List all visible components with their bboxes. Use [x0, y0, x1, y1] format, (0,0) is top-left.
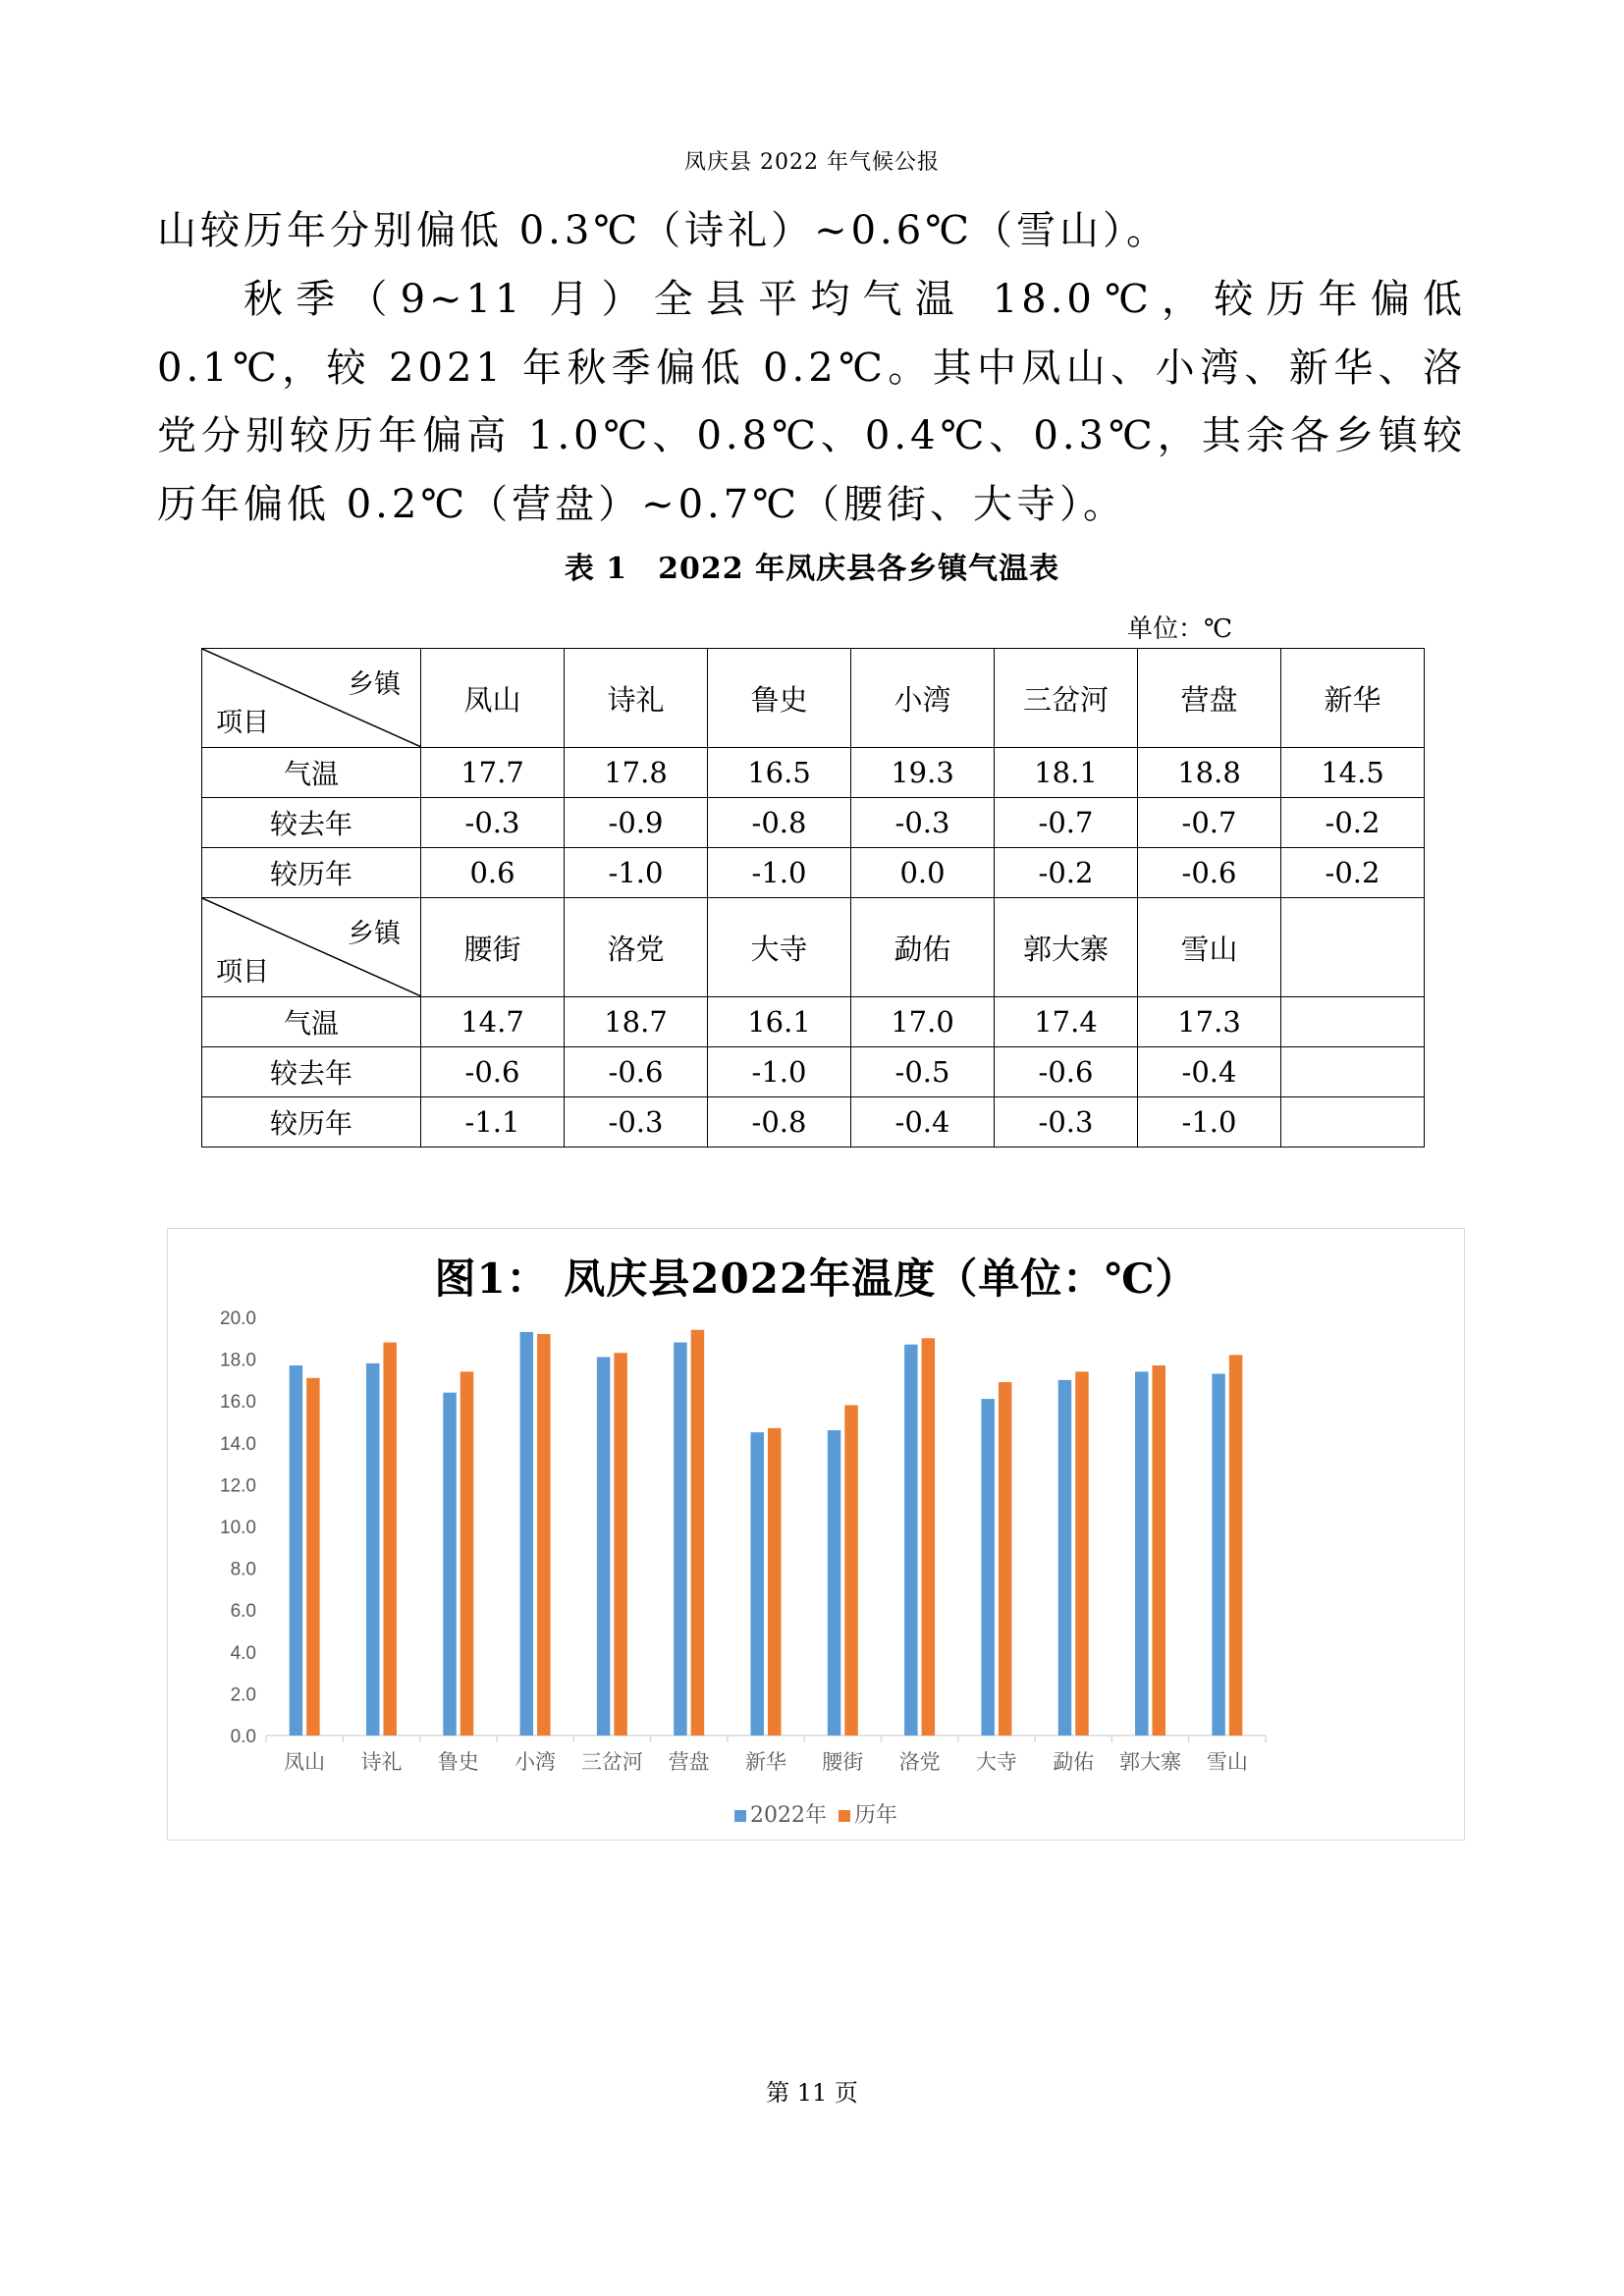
legend-item — [839, 1803, 897, 1828]
x-tick-label: 凤山 — [284, 1750, 326, 1774]
bar-2022 — [981, 1399, 995, 1735]
value-cell: 17.0 — [851, 997, 995, 1047]
town-header-cell: 雪山 — [1138, 898, 1281, 997]
page-footer: 第 11 页 — [766, 2079, 858, 2107]
legend-item — [734, 1803, 827, 1828]
value-cell: -0.4 — [851, 1097, 995, 1148]
table-header-row — [202, 898, 1425, 997]
value-cell: -0.2 — [995, 848, 1138, 898]
bar-historical — [922, 1338, 936, 1735]
value-cell: -0.3 — [851, 798, 995, 848]
bar-historical — [614, 1353, 627, 1735]
corner-label-item: 项目 — [216, 708, 269, 738]
value-cell: -0.9 — [565, 798, 708, 848]
table-unit: 单位：℃ — [1127, 614, 1233, 644]
table-title: 表 1 2022 年凤庆县各乡镇气温表 — [564, 552, 1060, 586]
value-cell: 16.5 — [708, 748, 851, 798]
x-tick-label: 勐佑 — [1053, 1750, 1095, 1774]
value-cell — [1281, 1047, 1425, 1097]
value-cell: -0.3 — [565, 1097, 708, 1148]
value-cell: 18.8 — [1138, 748, 1281, 798]
value-cell: 0.0 — [851, 848, 995, 898]
town-header-cell: 鲁史 — [708, 649, 851, 748]
value-cell: -1.0 — [565, 848, 708, 898]
row-label-cell: 气温 — [202, 997, 421, 1047]
bar-2022 — [520, 1332, 534, 1735]
legend-label: 历年 — [853, 1803, 897, 1828]
table-row — [202, 848, 1425, 898]
table-row — [202, 997, 1425, 1047]
town-header-cell: 新华 — [1281, 649, 1425, 748]
table-corner-cell — [202, 649, 421, 748]
x-tick-label: 大寺 — [975, 1750, 1017, 1774]
table-row — [202, 1097, 1425, 1148]
paragraph-summer-tail: 山较历年分别偏低 0.3℃（诗礼）~0.6℃（雪山）。 — [157, 208, 1169, 253]
value-cell: -0.2 — [1281, 848, 1425, 898]
town-header-cell: 勐佑 — [851, 898, 995, 997]
row-label-cell: 较去年 — [202, 798, 421, 848]
bar-historical — [383, 1343, 397, 1735]
bar-2022 — [674, 1343, 687, 1735]
bar-2022 — [443, 1393, 457, 1735]
bar-historical — [768, 1428, 782, 1735]
x-tick-label: 诗礼 — [360, 1750, 403, 1774]
table-row — [202, 748, 1425, 798]
bar-historical — [1153, 1365, 1166, 1735]
x-tick-label: 腰街 — [822, 1750, 864, 1774]
y-tick-label: 6.0 — [230, 1601, 256, 1623]
x-tick-label: 郭大寨 — [1119, 1750, 1182, 1774]
town-header-cell: 凤山 — [421, 649, 565, 748]
corner-label-town: 乡镇 — [348, 669, 401, 700]
value-cell: -0.8 — [708, 798, 851, 848]
table-header-row — [202, 649, 1425, 748]
row-label-cell: 气温 — [202, 748, 421, 798]
bar-historical — [1229, 1355, 1243, 1735]
value-cell: 17.4 — [995, 997, 1138, 1047]
bar-2022 — [751, 1432, 765, 1735]
chart-legend — [168, 1798, 1464, 1829]
bar-historical — [306, 1378, 320, 1735]
value-cell — [1281, 1097, 1425, 1148]
temperature-table — [201, 648, 1425, 1148]
table-row — [202, 798, 1425, 848]
bar-historical — [460, 1371, 474, 1735]
table-row — [202, 1047, 1425, 1097]
y-tick-label: 4.0 — [230, 1642, 256, 1664]
bar-historical — [537, 1334, 551, 1735]
value-cell: -0.8 — [708, 1097, 851, 1148]
value-cell: -1.0 — [708, 1047, 851, 1097]
value-cell: -0.5 — [851, 1047, 995, 1097]
y-tick-label: 0.0 — [230, 1727, 256, 1747]
y-tick-label: 20.0 — [220, 1308, 256, 1329]
corner-label-item: 项目 — [216, 957, 269, 988]
y-tick-label: 12.0 — [220, 1475, 256, 1497]
value-cell: -0.4 — [1138, 1047, 1281, 1097]
value-cell: 18.1 — [995, 748, 1138, 798]
y-tick-label: 18.0 — [220, 1350, 256, 1371]
value-cell: -0.6 — [995, 1047, 1138, 1097]
y-tick-label: 8.0 — [230, 1559, 256, 1580]
y-tick-label: 14.0 — [220, 1433, 256, 1455]
value-cell: -0.7 — [1138, 798, 1281, 848]
town-header-cell: 郭大寨 — [995, 898, 1138, 997]
x-tick-label: 营盘 — [668, 1750, 710, 1774]
y-tick-label: 16.0 — [220, 1392, 256, 1414]
value-cell: 17.3 — [1138, 997, 1281, 1047]
x-tick-label: 洛党 — [898, 1750, 941, 1774]
value-cell: 18.7 — [565, 997, 708, 1047]
town-header-cell: 洛党 — [565, 898, 708, 997]
town-header-cell — [1281, 898, 1425, 997]
bar-2022 — [290, 1365, 303, 1735]
x-tick-label: 三岔河 — [580, 1750, 643, 1774]
value-cell: -0.2 — [1281, 798, 1425, 848]
table-corner-cell — [202, 898, 421, 997]
town-header-cell: 腰街 — [421, 898, 565, 997]
value-cell: -0.3 — [995, 1097, 1138, 1148]
value-cell: -0.6 — [1138, 848, 1281, 898]
bar-2022 — [904, 1345, 918, 1735]
bar-historical — [999, 1382, 1012, 1735]
x-tick-label: 新华 — [745, 1750, 786, 1774]
value-cell: 0.6 — [421, 848, 565, 898]
bar-2022 — [1212, 1374, 1225, 1735]
bar-historical — [691, 1330, 705, 1735]
row-label-cell: 较去年 — [202, 1047, 421, 1097]
legend-swatch — [734, 1810, 746, 1822]
bar-2022 — [597, 1357, 611, 1735]
town-header-cell: 营盘 — [1138, 649, 1281, 748]
value-cell: 17.8 — [565, 748, 708, 798]
y-tick-label: 2.0 — [230, 1684, 256, 1706]
bar-historical — [844, 1405, 858, 1735]
value-cell: 14.5 — [1281, 748, 1425, 798]
paragraph-autumn: 秋季（9~11 月）全县平均气温 18.0℃，较历年偏低 0.1℃，较 2021 年秋季偏低 0.2℃。其中凤山、小湾、新华、洛党分别较历年偏高 1.0℃、0.8℃、0.4℃、0.3℃，其余各乡镇较历年偏低 0.2℃（营盘）~0.7℃（腰街、大寺）。 — [157, 277, 1466, 527]
value-cell: 14.7 — [421, 997, 565, 1047]
value-cell: -1.0 — [708, 848, 851, 898]
town-header-cell: 大寺 — [708, 898, 851, 997]
chart-plot — [168, 1229, 1464, 1840]
value-cell: 19.3 — [851, 748, 995, 798]
chart-title: 图1： 凤庆县2022年温度（单位：℃） — [434, 1255, 1198, 1303]
legend-label: 2022年 — [749, 1803, 827, 1828]
page-header: 凤庆县 2022 年气候公报 — [684, 150, 940, 175]
value-cell: -1.1 — [421, 1097, 565, 1148]
y-tick-label: 10.0 — [220, 1518, 256, 1538]
town-header-cell: 诗礼 — [565, 649, 708, 748]
row-label-cell: 较历年 — [202, 1097, 421, 1148]
value-cell: -1.0 — [1138, 1097, 1281, 1148]
x-tick-label: 鲁史 — [437, 1750, 479, 1774]
temperature-chart — [167, 1228, 1465, 1841]
x-tick-label: 小湾 — [514, 1750, 557, 1774]
legend-swatch — [839, 1810, 850, 1822]
town-header-cell: 小湾 — [851, 649, 995, 748]
x-tick-label: 雪山 — [1206, 1750, 1248, 1774]
value-cell: 17.7 — [421, 748, 565, 798]
value-cell: -0.6 — [421, 1047, 565, 1097]
value-cell: -0.3 — [421, 798, 565, 848]
bar-2022 — [1058, 1380, 1072, 1735]
town-header-cell: 三岔河 — [995, 649, 1138, 748]
value-cell: -0.6 — [565, 1047, 708, 1097]
value-cell: -0.7 — [995, 798, 1138, 848]
value-cell: 16.1 — [708, 997, 851, 1047]
bar-historical — [1075, 1371, 1089, 1735]
bar-2022 — [1135, 1371, 1149, 1735]
value-cell — [1281, 997, 1425, 1047]
bar-2022 — [366, 1363, 380, 1735]
bar-2022 — [828, 1430, 841, 1735]
corner-label-town: 乡镇 — [348, 919, 401, 949]
row-label-cell: 较历年 — [202, 848, 421, 898]
